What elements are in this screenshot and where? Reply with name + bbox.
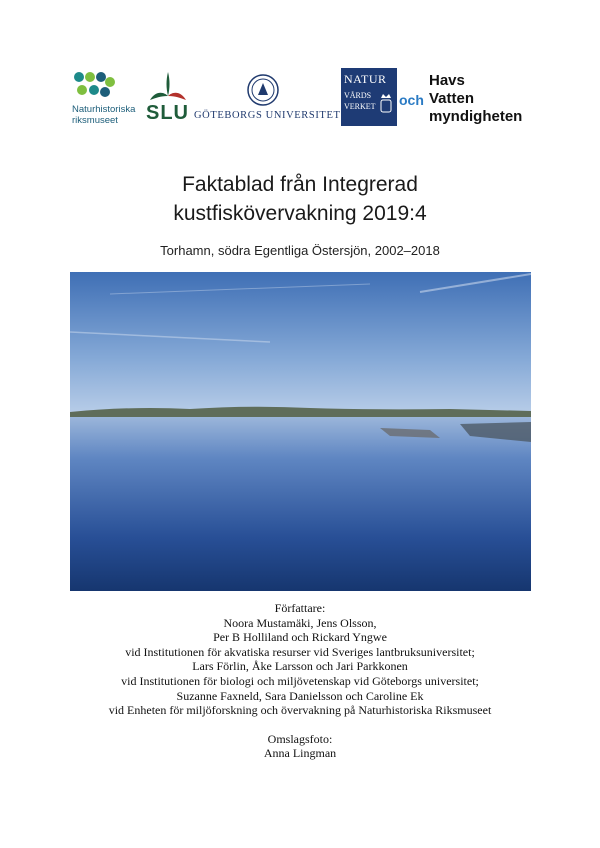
credit-line: Lars Förlin, Åke Larsson och Jari Parkkonen (192, 659, 408, 674)
spacer (0, 718, 600, 732)
page-title: Faktablad från Integrerad kustfiskövervakning 2019:4 (173, 173, 427, 225)
hav-logo-name: Havs Vatten myndigheten (429, 72, 523, 125)
slu-logo-text: SLU (146, 102, 189, 124)
nv-logo-lines: VÅRDS VERKET (344, 91, 376, 111)
nrm-mark-icon (72, 70, 116, 98)
nv-logo-line1: NATUR (344, 72, 387, 86)
hav-logo-och: och (399, 92, 424, 108)
credits-block (0, 601, 600, 761)
credit-line: vid Institutionen för akvatiska resurser vid Sveriges lantbruksuniversitet; (125, 644, 475, 659)
authors-heading: Författare: (274, 601, 326, 615)
naturvardsverket-logo (341, 68, 397, 126)
slu-logo (142, 66, 194, 130)
gu-logo-text: GÖTEBORGS UNIVERSITET (194, 110, 341, 121)
photographer-name: Anna Lingman (263, 746, 337, 761)
slu-leaf-icon (146, 70, 190, 104)
gu-seal-icon (247, 74, 279, 106)
cover-photo (70, 272, 531, 591)
credit-line: Per B Holliland och Rickard Yngwe (213, 630, 387, 645)
credit-line: vid Enheten för miljöforskning och övervakning på Naturhistoriska Riksmuseet (108, 703, 492, 718)
nrm-logo-text: Naturhistoriska riksmuseet (72, 104, 136, 126)
credit-line: Noora Mustamäki, Jens Olsson, (223, 615, 377, 630)
logo-row (70, 66, 532, 130)
naturhistoriska-riksmuseet-logo (70, 66, 142, 130)
havs-och-vattenmyndigheten-logo (399, 66, 532, 130)
photo-heading: Omslagsfoto: (267, 731, 333, 746)
credit-line: Suzanne Faxneld, Sara Danielsson och Caroline Ek (176, 688, 424, 703)
credit-line: vid Institutionen för biologi och miljövetenskap vid Göteborgs universitet; (121, 673, 479, 688)
nv-crown-icon (379, 92, 393, 114)
goteborgs-universitet-logo (194, 66, 340, 130)
page-subtitle: Torhamn, södra Egentliga Östersjön, 2002–2018 (160, 243, 440, 258)
